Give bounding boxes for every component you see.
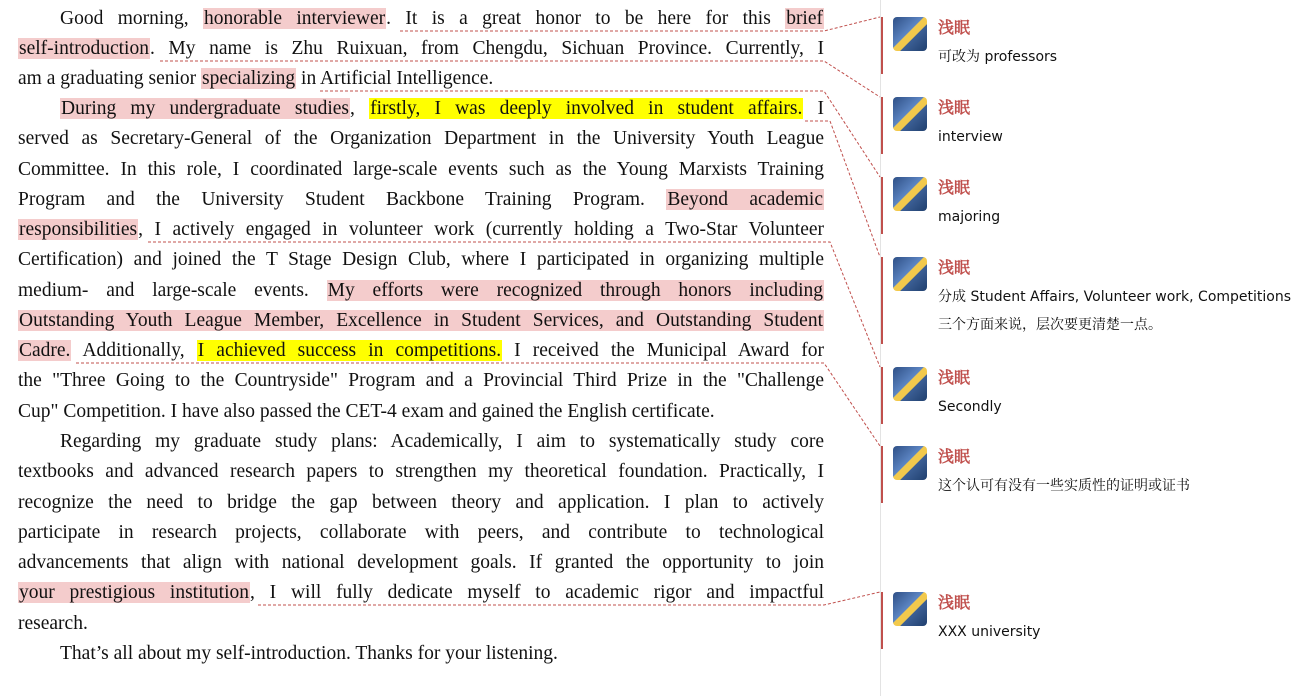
text-run: I — [803, 98, 824, 119]
paragraph-line[interactable] — [60, 4, 824, 34]
paragraph-line[interactable] — [18, 64, 824, 94]
paragraph-line[interactable] — [18, 276, 824, 306]
comment-anchor-highlight[interactable]: brief — [786, 8, 823, 29]
avatar — [893, 592, 927, 626]
text-run: medium- and large-scale events. — [18, 280, 327, 301]
comment-card[interactable] — [881, 257, 1305, 344]
comment-anchor-highlight[interactable]: My efforts were recognized through honors including — [327, 280, 823, 301]
paragraph-line[interactable] — [60, 427, 824, 457]
text-run: in Artificial Intelligence. — [296, 68, 494, 89]
paragraph-line[interactable] — [18, 245, 824, 275]
comment-marker-bar — [881, 257, 883, 344]
paragraph-line[interactable] — [18, 34, 824, 64]
paragraph-line[interactable] — [18, 185, 824, 215]
comment-anchor-highlight[interactable]: self-introduction — [19, 38, 149, 59]
comment-anchor-highlight[interactable]: honorable interviewer — [204, 8, 386, 29]
text-run: , — [350, 98, 370, 119]
paragraph-line[interactable] — [18, 215, 824, 245]
comment-anchor-highlight[interactable]: specializing — [202, 68, 296, 89]
paragraph-line[interactable] — [18, 518, 824, 548]
avatar — [893, 446, 927, 480]
avatar — [893, 257, 927, 291]
paragraph-line[interactable] — [18, 548, 824, 578]
paragraph-line[interactable] — [18, 609, 824, 639]
comment-marker-bar — [881, 446, 883, 503]
comment-author: 浅眠 — [938, 98, 971, 117]
comment-text[interactable]: XXX university — [938, 624, 1041, 640]
comment-author: 浅眠 — [938, 258, 971, 277]
text-run: Certification) and joined the T Stage Design Club, where I participated in organizing multiple — [18, 249, 824, 270]
comment-card[interactable] — [881, 97, 1305, 154]
text-run: , I actively engaged in volunteer work (currently holding a Two-Star Volunteer — [138, 219, 824, 240]
text-run: . My name is Zhu Ruixuan, from Chengdu, Sichuan Province. Currently, I — [149, 38, 824, 59]
paragraph-line[interactable] — [18, 124, 824, 154]
comment-anchor-highlight[interactable]: During my undergraduate studies — [61, 98, 350, 119]
comment-anchor-highlight[interactable]: Beyond academic — [667, 189, 823, 210]
comment-card[interactable] — [881, 367, 1305, 424]
comment-marker-bar — [881, 177, 883, 234]
comments-pane — [880, 0, 1305, 696]
avatar — [893, 177, 927, 211]
comment-marker-bar — [881, 97, 883, 154]
comment-card[interactable] — [881, 17, 1305, 74]
paragraph-line[interactable] — [18, 397, 824, 427]
comment-author: 浅眠 — [938, 368, 971, 387]
text-run: advancements that align with national development goals. If granted the opportunity to join — [18, 552, 824, 573]
text-run: That’s all about my self-introduction. Thanks for your listening. — [60, 643, 558, 664]
paragraph-line[interactable] — [18, 488, 824, 518]
avatar — [893, 17, 927, 51]
comment-marker-bar — [881, 367, 883, 424]
comment-card[interactable] — [881, 592, 1305, 649]
comment-author: 浅眠 — [938, 18, 971, 37]
text-run: I received the Municipal Award for — [502, 340, 825, 361]
comment-anchor-highlight[interactable]: Cadre. — [19, 340, 71, 361]
text-run: participate in research projects, collaborate with peers, and contribute to technological — [18, 522, 824, 543]
comment-marker-bar — [881, 17, 883, 74]
text-run: served as Secretary-General of the Organization Department in the University Youth League — [18, 128, 824, 149]
comment-text[interactable]: 可改为 professors — [938, 49, 1058, 65]
avatar — [893, 367, 927, 401]
text-run: Cup" Competition. I have also passed the CET-4 exam and gained the English certificate. — [18, 401, 715, 422]
yellow-highlight[interactable]: firstly, I was deeply involved in student affairs. — [370, 98, 803, 119]
comment-author: 浅眠 — [938, 593, 971, 612]
comment-text[interactable]: Secondly — [938, 399, 1002, 415]
text-run: Committee. In this role, I coordinated large-scale events such as the Young Marxists Training — [18, 159, 824, 180]
text-run: am a graduating senior — [18, 68, 202, 89]
paragraph-line[interactable] — [18, 366, 824, 396]
paragraph-line[interactable] — [18, 578, 824, 608]
comment-anchor-highlight[interactable]: your prestigious institution — [19, 582, 249, 603]
comment-text[interactable]: interview — [938, 129, 1003, 145]
paragraph-line[interactable] — [18, 306, 824, 336]
comment-text[interactable]: majoring — [938, 209, 1001, 225]
text-run: Program and the University Student Backbone Training Program. — [18, 189, 667, 210]
text-run: textbooks and advanced research papers to strengthen my theoretical foundation. Practically, I — [18, 461, 824, 482]
comment-author: 浅眠 — [938, 447, 971, 466]
yellow-highlight[interactable]: I achieved success in competitions. — [197, 340, 502, 361]
comment-card[interactable] — [881, 446, 1305, 503]
comment-marker-bar — [881, 592, 883, 649]
paragraph-line[interactable] — [18, 155, 824, 185]
text-run: , I will fully dedicate myself to academic rigor and impactful — [250, 582, 825, 603]
paragraph-line[interactable] — [60, 639, 824, 669]
comment-anchor-highlight[interactable]: responsibilities — [19, 219, 138, 240]
paragraph-line[interactable] — [18, 336, 824, 366]
paragraph-line[interactable] — [18, 457, 824, 487]
text-run: recognize the need to bridge the gap between theory and application. I plan to actively — [18, 492, 824, 513]
text-run: the "Three Going to the Countryside" Program and a Provincial Third Prize in the "Challenge — [18, 370, 824, 391]
comment-anchor-highlight[interactable]: Outstanding Youth League Member, Excellence in Student Services, and Outstanding Student — [19, 310, 823, 331]
avatar — [893, 97, 927, 131]
comment-author: 浅眠 — [938, 178, 971, 197]
comment-text[interactable]: 这个认可有没有一些实质性的证明或证书 — [938, 478, 1190, 494]
comment-card[interactable] — [881, 177, 1305, 234]
text-run: . It is a great honor to be here for this — [386, 8, 786, 29]
text-run: Additionally, — [71, 340, 197, 361]
text-run: Regarding my graduate study plans: Academically, I aim to systematically study core — [60, 431, 824, 452]
text-run: Good morning, — [60, 8, 204, 29]
comment-text[interactable]: 分成 Student Affairs, Volunteer work, Competitions 三个方面来说，层次要更清楚一点。 — [938, 289, 1292, 333]
text-run: research. — [18, 613, 88, 634]
paragraph-line[interactable] — [60, 94, 824, 124]
